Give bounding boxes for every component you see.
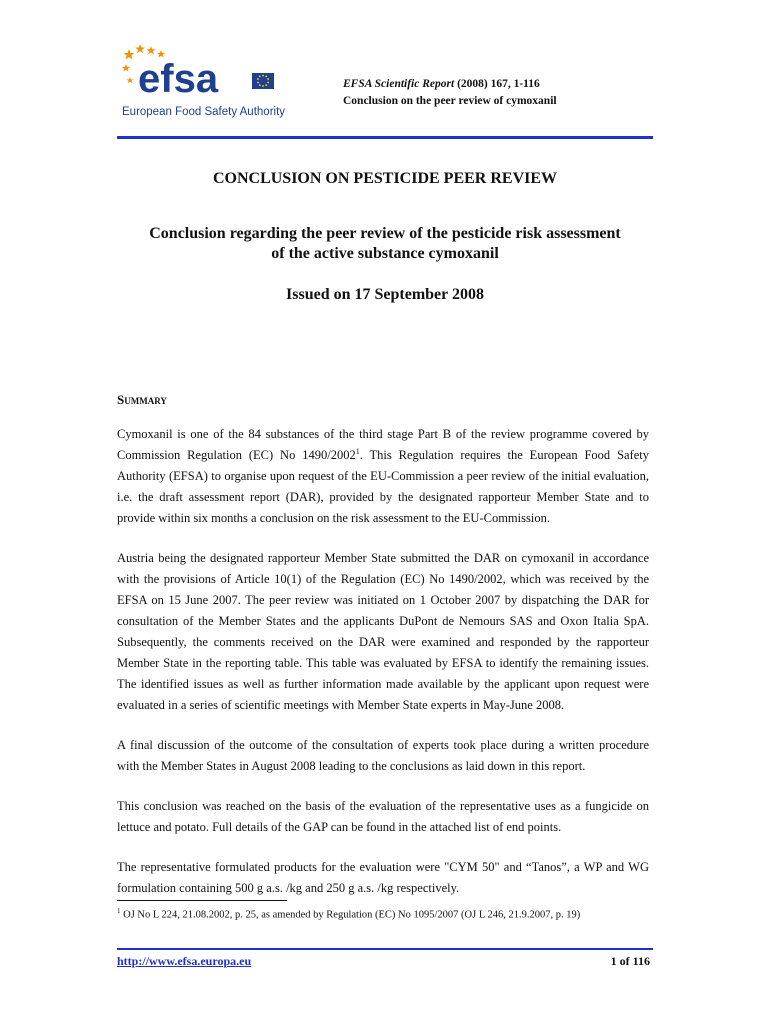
issue-date: Issued on 17 September 2008	[286, 286, 484, 303]
summary-body	[117, 424, 649, 918]
efsa-wordmark: efsa	[138, 57, 219, 101]
page-title: CONCLUSION ON PESTICIDE PEER REVIEW	[212, 170, 558, 187]
summary-paragraph-1-part-b: . This Regulation requires the European Food Safety Authority (EFSA) to organise upon request of the EU-Commission a peer review of the initial evaluation, i.e. the draft assessment report (DAR), provided by the designated rapporteur Member State and to provide within six months a conclusion on the risk assessment to the EU-Commission.	[117, 448, 650, 525]
journal-subtitle: Conclusion on the peer review of cymoxanil	[343, 95, 557, 107]
footnote	[117, 907, 653, 921]
document-subtitle	[117, 224, 653, 264]
journal-volume: (2008) 167, 1-116	[454, 78, 540, 90]
summary-paragraph-1-part-a: Cymoxanil is one of the 84 substances of the third stage Part B of the review programme covered by Commission Regulation (EC) No 1490/2002	[117, 427, 649, 462]
footer-link[interactable]: http://www.efsa.europa.eu	[117, 954, 252, 968]
footnote-text: OJ No L 224, 21.08.2002, p. 25, as amended by Regulation (EC) No 1095/2007 (OJ L 246, 21.9.2007, p. 19)	[120, 909, 581, 921]
subtitle-line-1: Conclusion regarding the peer review of the pesticide risk assessment	[149, 225, 621, 242]
summary-paragraph-3: A final discussion of the outcome of the consultation of experts took place during a written procedure with the Member States in August 2008 leading to the conclusions as laid down in this report.	[117, 738, 649, 773]
summary-paragraph-2: Austria being the designated rapporteur Member State submitted the DAR on cymoxanil in accordance with the provisions of Article 10(1) of the Regulation (EC) No 1490/2002, which was received by the EFSA on 15 June 2007. The peer review was initiated on 1 October 2007 by dispatching the DAR for consultation of the Member States and the applicants DuPont de Nemours SAS and Oxon Italia SpA. Subsequently, the comments received on the DAR were examined and responded by the rapporteur Member State in the reporting table. This table was evaluated by EFSA to identify the remaining issues. The identified issues as well as further information made available by the applicant upon request were evaluated in a series of scientific meetings with Member State experts in May-June 2008.	[117, 551, 649, 712]
journal-citation	[343, 76, 557, 93]
logo-tagline: European Food Safety Authority	[122, 106, 286, 118]
summary-paragraph-1	[117, 424, 649, 529]
efsa-logo-icon	[118, 40, 288, 104]
summary-paragraph-4: This conclusion was reached on the basis of the evaluation of the representative uses as a fungicide on lettuce and potato. Full details of the GAP can be found in the attached list of end points.	[117, 799, 649, 834]
summary-paragraph-5: The representative formulated products for the evaluation were "CYM 50" and “Tanos”, a WP and WG formulation containing 500 g a.s. /kg and 250 g a.s. /kg respectively.	[117, 860, 649, 895]
efsa-logo	[118, 40, 288, 124]
footnote-marker: 1	[117, 907, 121, 915]
header-divider	[117, 136, 653, 139]
footnote-divider	[117, 900, 287, 901]
subtitle-line-2: of the active substance cymoxanil	[271, 245, 499, 262]
page-number: 1 of 116	[610, 954, 650, 968]
journal-header	[343, 76, 557, 110]
journal-name: EFSA Scientific Report	[343, 78, 455, 90]
footer-divider	[117, 948, 653, 950]
footnote-reference[interactable]: 1	[355, 446, 360, 456]
summary-heading: Summary	[117, 392, 167, 407]
